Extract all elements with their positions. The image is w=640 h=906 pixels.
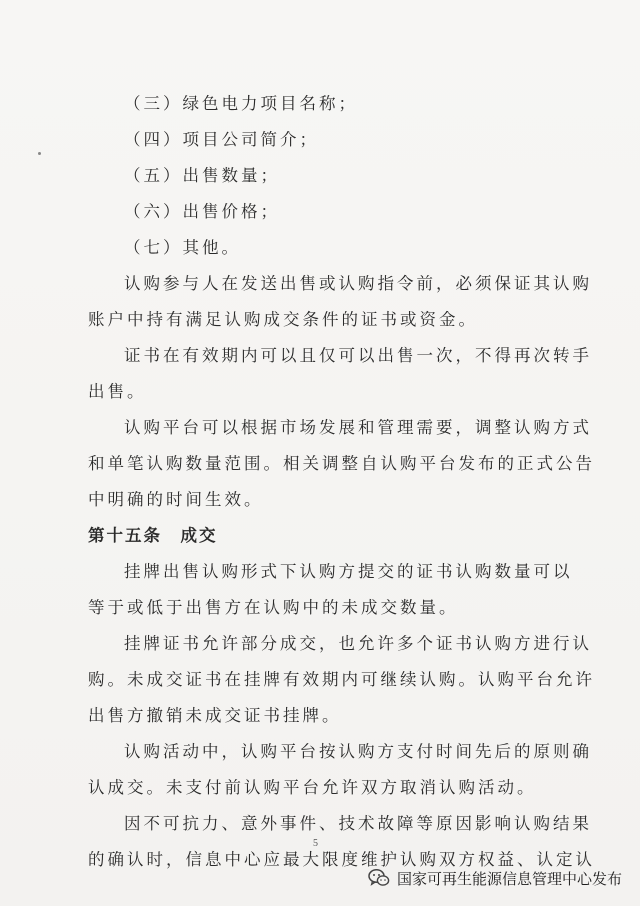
paragraph-line: 挂牌出售认购形式下认购方提交的证书认购数量可以: [124, 562, 573, 581]
paragraph-line: 挂牌证书允许部分成交，也允许多个证书认购方进行认: [124, 634, 592, 653]
paragraph-line: 认购平台可以根据市场发展和管理需要，调整认购方式: [124, 418, 592, 437]
scan-speck: [38, 152, 41, 155]
list-item: （五）出售数量；: [124, 166, 280, 185]
section-heading: 第十五条 成交: [88, 526, 218, 545]
wechat-icon: [367, 866, 391, 890]
paragraph-line: 认购参与人在发送出售或认购指令前，必须保证其认购: [124, 274, 592, 293]
watermark-text: 国家可再生能源信息管理中心发布: [396, 869, 622, 888]
list-item: （七）其他。: [124, 238, 241, 257]
paragraph-line: 和单笔认购数量范围。相关调整自认购平台发布的正式公告: [88, 454, 595, 473]
list-item: （四）项目公司简介；: [124, 130, 319, 149]
paragraph-line: 的确认时，信息中心应最大限度维护认购双方权益、认定认: [88, 850, 595, 869]
paragraph-line: 账户中持有满足认购成交条件的证书或资金。: [88, 310, 478, 329]
paragraph-line: 中明确的时间生效。: [88, 490, 264, 509]
paragraph-line: 出售方撤销未成交证书挂牌。: [88, 706, 342, 725]
paragraph-line: 因不可抗力、意外事件、技术故障等原因影响认购结果: [124, 814, 592, 833]
paragraph-line: 认购活动中，认购平台按认购方支付时间先后的原则确: [124, 742, 592, 761]
list-item: （三）绿色电力项目名称；: [124, 94, 358, 113]
paragraph-line: 购。未成交证书在挂牌有效期内可继续认购。认购平台允许: [88, 670, 595, 689]
page-number: 5: [313, 838, 318, 849]
paragraph-line: 证书在有效期内可以且仅可以出售一次，不得再次转手: [124, 346, 592, 365]
list-item: （六）出售价格；: [124, 202, 280, 221]
paragraph-line: 出售。: [88, 382, 147, 401]
wechat-watermark: [367, 866, 622, 890]
paragraph-line: 认成交。未支付前认购平台允许双方取消认购活动。: [88, 778, 537, 797]
paragraph-line: 等于或低于出售方在认购中的未成交数量。: [88, 598, 459, 617]
